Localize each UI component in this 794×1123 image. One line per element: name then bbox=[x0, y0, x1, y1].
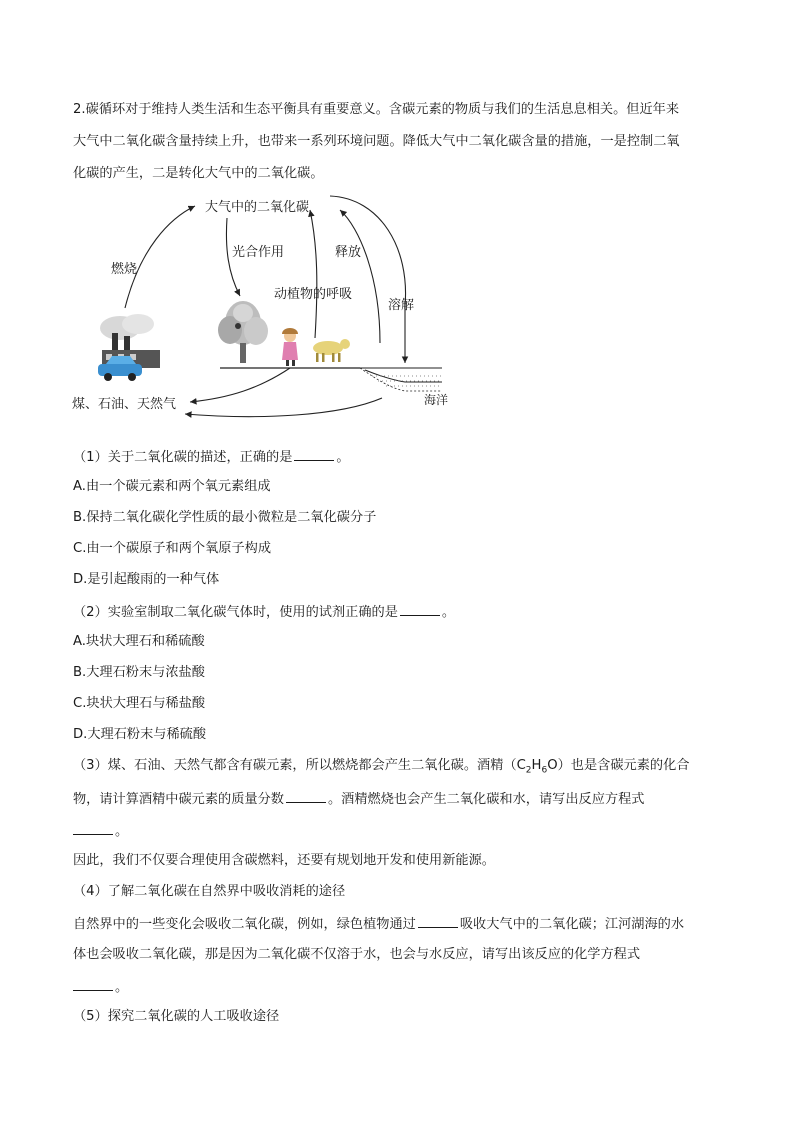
q2-option-d: D.大理石粉末与稀硫酸 bbox=[73, 727, 207, 742]
label-photosynthesis: 光合作用 bbox=[232, 245, 285, 260]
q4-line1-b: 吸收大气中的二氧化碳；江河湖海的水 bbox=[459, 917, 685, 932]
label-combustion: 燃烧 bbox=[111, 262, 138, 277]
q1-stem-end: 。 bbox=[336, 450, 350, 465]
q3-line3-end: 。 bbox=[115, 824, 129, 839]
carbon-cycle-diagram bbox=[60, 188, 460, 428]
question-intro-line2: 大气中二氧化碳含量持续上升，也带来一系列环境问题。降低大气中二氧化碳含量的措施，一是控制二氧 bbox=[73, 134, 680, 149]
q3-line2-a: 物，请计算酒精中碳元素的质量分数 bbox=[73, 792, 284, 807]
q3-line2 bbox=[73, 789, 645, 809]
q3-line1-c: O）也是含碳元素的化合 bbox=[547, 758, 690, 773]
q4-line2: 体也会吸收二氧化碳，那是因为二氧化碳不仅溶于水，也会与水反应，请写出该反应的化学方程式 bbox=[73, 947, 641, 962]
tree-icon bbox=[218, 301, 268, 363]
label-atmosphere: 大气中的二氧化碳 bbox=[205, 200, 310, 215]
label-fossil-fuels: 煤、石油、天然气 bbox=[72, 397, 177, 412]
q4-line1 bbox=[73, 914, 684, 934]
person-icon bbox=[282, 328, 298, 366]
q3-sub-h: 6 bbox=[541, 765, 548, 776]
q3-line3 bbox=[73, 821, 128, 841]
q4-line3 bbox=[73, 977, 128, 997]
label-release: 释放 bbox=[335, 245, 362, 260]
q2-option-b: B.大理石粉末与浓盐酸 bbox=[73, 665, 205, 680]
q1-answer-blank[interactable] bbox=[294, 447, 334, 461]
q1-option-a: A.由一个碳元素和两个氧元素组成 bbox=[73, 479, 271, 494]
q4-title: （4）了解二氧化碳在自然界中吸收消耗的途径 bbox=[73, 884, 346, 899]
label-respiration: 动植物的呼吸 bbox=[274, 287, 353, 302]
q5-title: （5）探究二氧化碳的人工吸收途径 bbox=[73, 1009, 280, 1024]
q3-line4: 因此，我们不仅要合理使用含碳燃料，还要有规划地开发和使用新能源。 bbox=[73, 853, 495, 868]
q4-line1-a: 自然界中的一些变化会吸收二氧化碳，例如，绿色植物通过 bbox=[73, 917, 416, 932]
q3-answer-blank-1[interactable] bbox=[286, 789, 326, 803]
q2-stem-text: （2）实验室制取二氧化碳气体时，使用的试剂正确的是 bbox=[73, 605, 398, 620]
question-intro-line1: 2.碳循环对于维持人类生活和生态平衡具有重要意义。含碳元素的物质与我们的生活息息相关。但近年来 bbox=[73, 102, 680, 117]
q1-option-b: B.保持二氧化碳化学性质的最小微粒是二氧化碳分子 bbox=[73, 510, 377, 525]
q2-stem bbox=[73, 602, 455, 622]
q3-sub-c: 2 bbox=[525, 765, 532, 776]
q1-stem bbox=[73, 447, 350, 467]
q3-line1 bbox=[73, 757, 689, 780]
q1-option-d: D.是引起酸雨的一种气体 bbox=[73, 572, 220, 587]
q3-line1-a: （3）煤、石油、天然气都含有碳元素，所以燃烧都会产生二氧化碳。酒精（C bbox=[73, 758, 526, 773]
q4-answer-blank-1[interactable] bbox=[418, 914, 458, 928]
q4-line3-end: 。 bbox=[115, 980, 129, 995]
q3-answer-blank-2[interactable] bbox=[73, 821, 113, 835]
q2-stem-end: 。 bbox=[441, 605, 456, 620]
q2-option-a: A.块状大理石和稀硫酸 bbox=[73, 634, 205, 649]
q2-option-c: C.块状大理石与稀盐酸 bbox=[73, 696, 206, 711]
q4-answer-blank-2[interactable] bbox=[73, 977, 113, 991]
cow-icon bbox=[313, 339, 350, 362]
q3-line1-b: H bbox=[531, 758, 542, 773]
question-intro-line3: 化碳的产生，二是转化大气中的二氧化碳。 bbox=[73, 166, 324, 181]
q1-option-c: C.由一个碳原子和两个氧原子构成 bbox=[73, 541, 272, 556]
q3-line2-b: 。酒精燃烧也会产生二氧化碳和水，请写出反应方程式 bbox=[328, 792, 645, 807]
q2-answer-blank[interactable] bbox=[400, 602, 440, 616]
label-ocean: 海洋 bbox=[424, 393, 449, 407]
label-dissolve: 溶解 bbox=[388, 298, 415, 313]
q1-stem-text: （1）关于二氧化碳的描述，正确的是 bbox=[73, 450, 293, 465]
